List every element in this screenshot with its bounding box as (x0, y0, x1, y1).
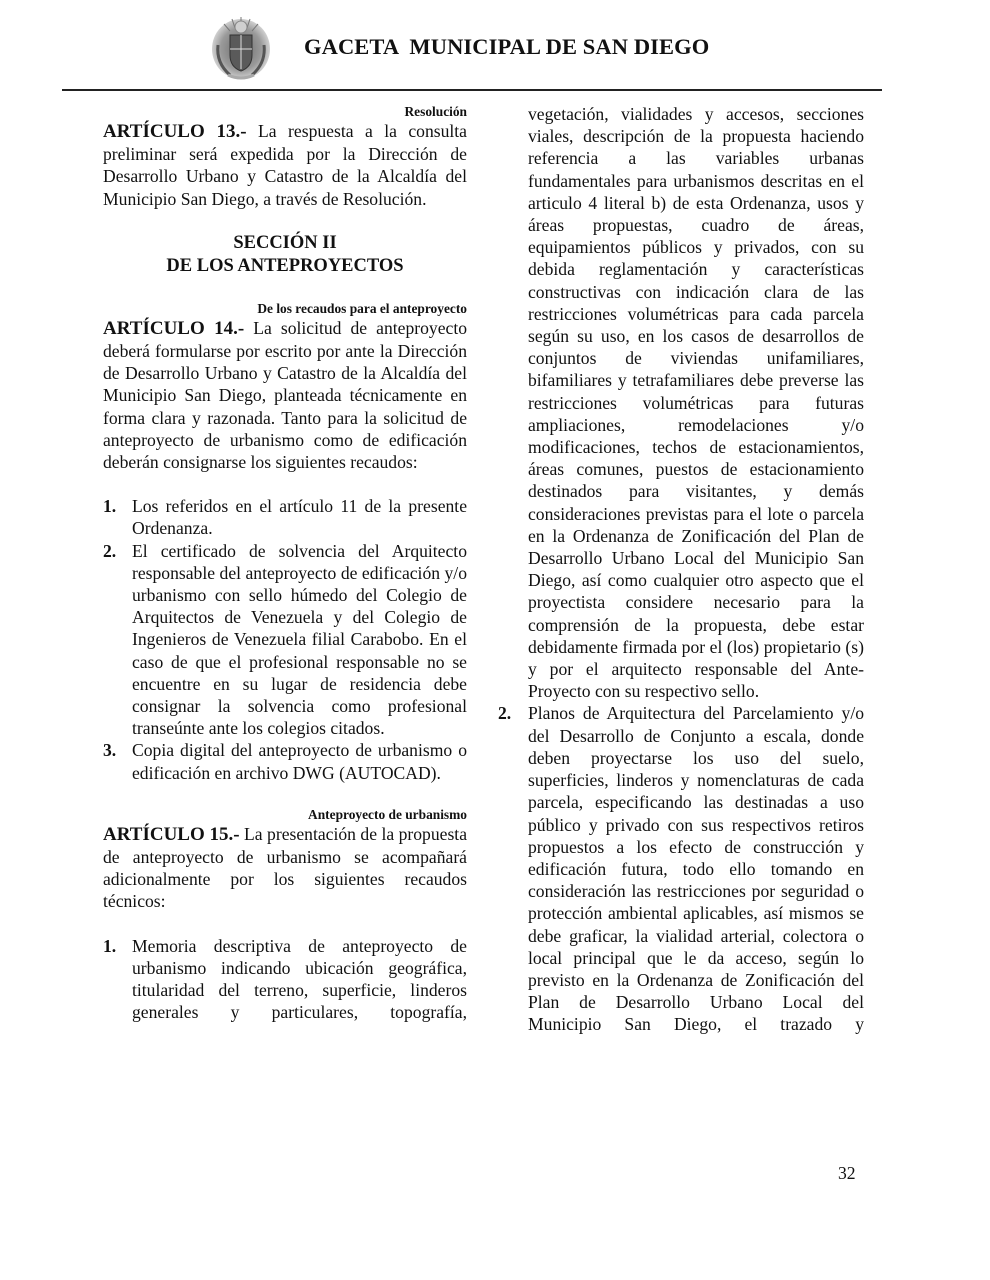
page-number: 32 (838, 1163, 856, 1183)
art14-list (103, 495, 467, 784)
art13-text: La respuesta a la consulta preliminar será expedida por la Dirección de Desarrollo Urbano y Catastro de la Alcaldía del Municipio San Diego, a través de Resolución. (103, 121, 467, 209)
list-item-number: 3. (103, 740, 117, 761)
list-item-text: Memoria descriptiva de anteproyecto de urbanismo indicando ubicación geográfica, titularidad del terreno, superficie, linderos generales y particulares, topografía, (132, 935, 467, 1023)
art15-list-continued (498, 702, 864, 1035)
art14-side-title: De los recaudos para el anteproyecto (257, 300, 467, 316)
art15-list (103, 935, 467, 1024)
article-13 (103, 120, 467, 210)
list-item-number: 2. (498, 703, 512, 724)
left-column (103, 103, 467, 1024)
list-item (103, 495, 467, 539)
list-item-text: El certificado de solvencia del Arquitecto responsable del anteproyecto de edificación y/o urbanismo con sello húmedo del Colegio de Arquitectos de Venezuela y del Colegio de Ingenieros de Venezuela filial Carabobo. En el caso de que el profesional responsable no se encuentre en su lugar de residencia debe consignar la solvencia como profesional transeúnte ante los colegios citados. (132, 540, 467, 739)
list-item-text: Planos de Arquitectura del Parcelamiento y/o del Desarrollo de Conjunto a escala, donde deben proyectarse los uso del suelo, superficies, linderos y nomenclaturas de cada parcela, especificando las destinadas a uso público y privado con sus respectivos retiros propuestos a los efecto de construcción y edificación futura, todo ello tomando en consideración las restricciones por seguridad o protección ambiental aplicables, así mismos se debe graficar, la vialidad arterial, colectora o local principal que le da acceso, según lo previsto en la Ordenanza de Zonificación del Plan de Desarrollo Urbano Local del Municipio San Diego, el trazado y (528, 703, 864, 1035)
section-title-line1: SECCIÓN II (233, 232, 337, 253)
list-item-number: 1. (103, 935, 117, 956)
list-item-number: 2. (103, 540, 117, 561)
list-item (103, 935, 467, 1024)
header-divider (62, 89, 882, 91)
list-item (103, 540, 467, 740)
right-column (498, 103, 864, 1036)
art13-side-title: Resolución (404, 104, 467, 119)
art13-label: ARTÍCULO 13.- (103, 121, 247, 142)
article-14 (103, 317, 467, 473)
list-item (498, 702, 864, 1035)
list-item-text: Copia digital del anteproyecto de urbanismo o edificación en archivo DWG (AUTOCAD). (132, 740, 467, 783)
art15-text: La presentación de la propuesta de anteproyecto de urbanismo se acompañará adicionalmente por los siguientes recaudos técnicos: (103, 823, 467, 912)
page-header (0, 0, 990, 95)
coat-of-arms-icon (210, 15, 272, 81)
section-title-line2: DE LOS ANTEPROYECTOS (166, 255, 404, 276)
list-item-text: Los referidos en el artículo 11 de la presente Ordenanza. (132, 496, 467, 539)
article-15 (103, 823, 467, 913)
list-item-number: 1. (103, 496, 117, 517)
art15-label: ARTÍCULO 15.- (103, 823, 240, 845)
art14-text: La solicitud de anteproyecto deberá formularse por escrito por ante la Dirección de Desarrollo Urbano y Catastro de la Alcaldía del Municipio San Diego, planteada técnicamente en forma clara y razonada. Tanto para la solicitud de anteproyecto de urbanismo como de edificación deberán consignarse los siguientes recaudos: (103, 317, 468, 473)
list-item (103, 739, 467, 783)
art15-item1-continuation: vegetación, vialidades y accesos, secciones viales, descripción de la propuesta haciendo referencia a las variables urbanas fundamentales para urbanismos descritas en el articulo 4 literal b) de esta Ordenanza, usos y áreas propuestas, cuadro de áreas, equipamientos públicos y privados, con su debida reglamentación y características constructivas con indicación clara de las restricciones volumétricas para cada parcela según su uso, en los casos de desarrollos de conjuntos de viviendas unifamiliares, bifamiliares y tetrafamiliares debe preverse las restricciones volumétricas para futuras ampliaciones, remodelaciones y/o modificaciones, techos de estacionamientos, áreas comunes, puestos de estacionamiento destinados para visitantes, y demás consideraciones previstas para el lote o parcela en la Ordenanza de Zonificación del Plan de Desarrollo Urbano Local del Municipio San Diego, así como cualquier otro aspecto que el proyectista considere necesario para la comprensión de la propuesta, debe estar debidamente firmada por el (los) propietario (s) y por el arquitecto responsable del Ante-Proyecto con su respectivo sello. (528, 104, 864, 702)
art15-side-title: Anteproyecto de urbanismo (308, 806, 467, 822)
art14-label: ARTÍCULO 14.- (103, 317, 245, 339)
gazette-title: GACETA MUNICIPAL DE SAN DIEGO (304, 34, 710, 59)
